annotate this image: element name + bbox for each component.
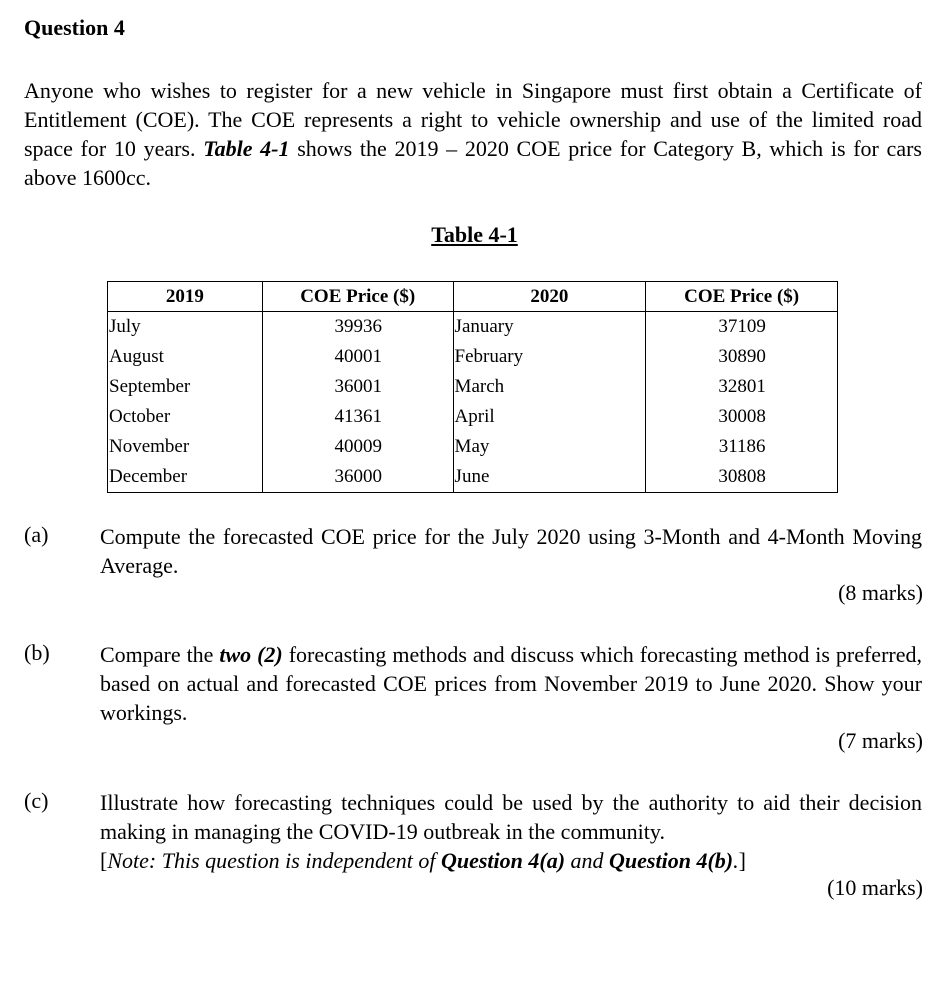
part-c-marks: (10 marks) — [827, 875, 923, 900]
note-and: and — [565, 848, 610, 873]
header-coe-price-2019: COE Price ($) — [262, 282, 453, 312]
header-2019: 2019 — [108, 282, 263, 312]
price-2020: 30890 — [646, 342, 838, 372]
price-2020: 30008 — [646, 402, 838, 432]
part-b-text — [100, 640, 922, 727]
intro-text-2: shows the 2019 – 2020 COE price for Category B, which is for cars above 1600cc. — [24, 136, 922, 190]
part-b-marks: (7 marks) — [838, 728, 923, 753]
note-ref-4a: Question 4(a) — [440, 848, 566, 873]
table-title-text: Table 4-1 — [431, 222, 518, 247]
month-2019: September — [108, 372, 263, 402]
price-2019: 39936 — [262, 312, 453, 343]
month-2019: August — [108, 342, 263, 372]
part-c-body: Illustrate how forecasting techniques could be used by the authority to aid their decision making in managing the COVID-19 outbreak in the community. — [100, 790, 922, 844]
table-row — [108, 312, 838, 343]
price-2020: 31186 — [646, 432, 838, 462]
part-a-label: (a) — [24, 522, 49, 547]
table-row — [108, 342, 838, 372]
month-2020: January — [453, 312, 646, 343]
table-title — [0, 222, 949, 248]
month-2020: March — [453, 372, 646, 402]
table-row — [108, 402, 838, 432]
price-2019: 36001 — [262, 372, 453, 402]
table-row — [108, 432, 838, 462]
header-coe-price-2020: COE Price ($) — [646, 282, 838, 312]
price-2019: 40009 — [262, 432, 453, 462]
table-row — [108, 462, 838, 493]
month-2020: June — [453, 462, 646, 493]
question-heading: Question 4 — [24, 15, 125, 40]
intro-paragraph — [24, 76, 922, 192]
part-b-emphasis: two (2) — [219, 642, 283, 667]
part-b-label: (b) — [24, 640, 50, 665]
part-a-text: Compute the forecasted COE price for the July 2020 using 3-Month and 4-Month Moving Average. — [100, 524, 922, 578]
part-c-label: (c) — [24, 788, 49, 813]
intro-text-1: Anyone who wishes to register for a new vehicle in Singapore must first obtain a Certificate of Entitlement (COE). The COE represents a right to vehicle ownership and use of the limited road space for 10 years. — [24, 78, 922, 161]
month-2020: May — [453, 432, 646, 462]
note-ref-4b: Question 4(b) — [609, 848, 734, 873]
month-2020: April — [453, 402, 646, 432]
note-close-bracket: ] — [738, 848, 746, 873]
price-2019: 36000 — [262, 462, 453, 493]
part-b-text-post: forecasting methods and discuss which forecasting method is preferred, based on actual and forecasted COE prices from November 2019 to June 2020. Show your workings. — [100, 642, 922, 725]
table-reference: Table 4-1 — [203, 136, 290, 161]
month-2019: July — [108, 312, 263, 343]
month-2020: February — [453, 342, 646, 372]
coe-price-table — [107, 281, 838, 493]
price-2019: 41361 — [262, 402, 453, 432]
month-2019: December — [108, 462, 263, 493]
table-row — [108, 372, 838, 402]
price-2020: 37109 — [646, 312, 838, 343]
month-2019: October — [108, 402, 263, 432]
table-header-row — [108, 282, 838, 312]
part-a-marks: (8 marks) — [838, 580, 923, 605]
price-2020: 32801 — [646, 372, 838, 402]
month-2019: November — [108, 432, 263, 462]
note-italic-text: Note: This question is independent of — [107, 848, 441, 873]
part-b-text-pre: Compare the — [100, 642, 220, 667]
note-open-bracket: [ — [100, 848, 108, 873]
part-c-text — [100, 788, 922, 875]
price-2020: 30808 — [646, 462, 838, 493]
price-2019: 40001 — [262, 342, 453, 372]
header-2020: 2020 — [453, 282, 646, 312]
note-period: . — [733, 848, 739, 873]
part-c-note — [100, 848, 746, 873]
